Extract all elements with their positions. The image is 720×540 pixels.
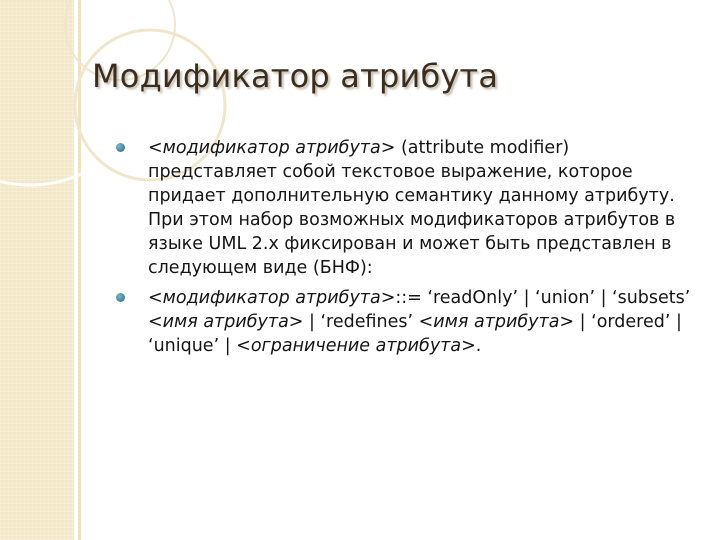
bullet-text-run: <модификатор атрибута> — [148, 138, 396, 158]
bullet-text-run: . — [475, 336, 482, 356]
slide-title: Модификатор атрибута — [92, 57, 499, 95]
bullet-text-run: | ‘ordered’ | ‘unique’ | — [148, 312, 682, 356]
bullet-item — [112, 286, 702, 358]
bullet-text-run: ::= ‘readOnly’ | ‘union’ | ‘subsets’ — [395, 288, 691, 308]
bullet-dot — [116, 143, 125, 152]
bullet-dot — [116, 293, 125, 302]
bullet-text-run: <ограничение атрибута> — [236, 336, 476, 356]
bullet-text-run: <имя атрибута> — [418, 312, 575, 332]
slide-content — [112, 136, 702, 364]
bullet-item — [112, 136, 702, 280]
bullet-text-run: | ‘redefines’ — [303, 312, 419, 332]
bullet-text-run: <модификатор атрибута> — [148, 288, 396, 308]
bullet-text-run: <имя атрибута> — [148, 312, 304, 332]
bullet-text-run: (attribute modifier) представляет собой текстовое выражение, которое придает дополнительную семантику данному атрибуту. При этом набор возможных модификаторов атрибутов в языке UML 2.х фиксирован и может быть представлен в следующем виде (БНФ): — [148, 138, 676, 278]
